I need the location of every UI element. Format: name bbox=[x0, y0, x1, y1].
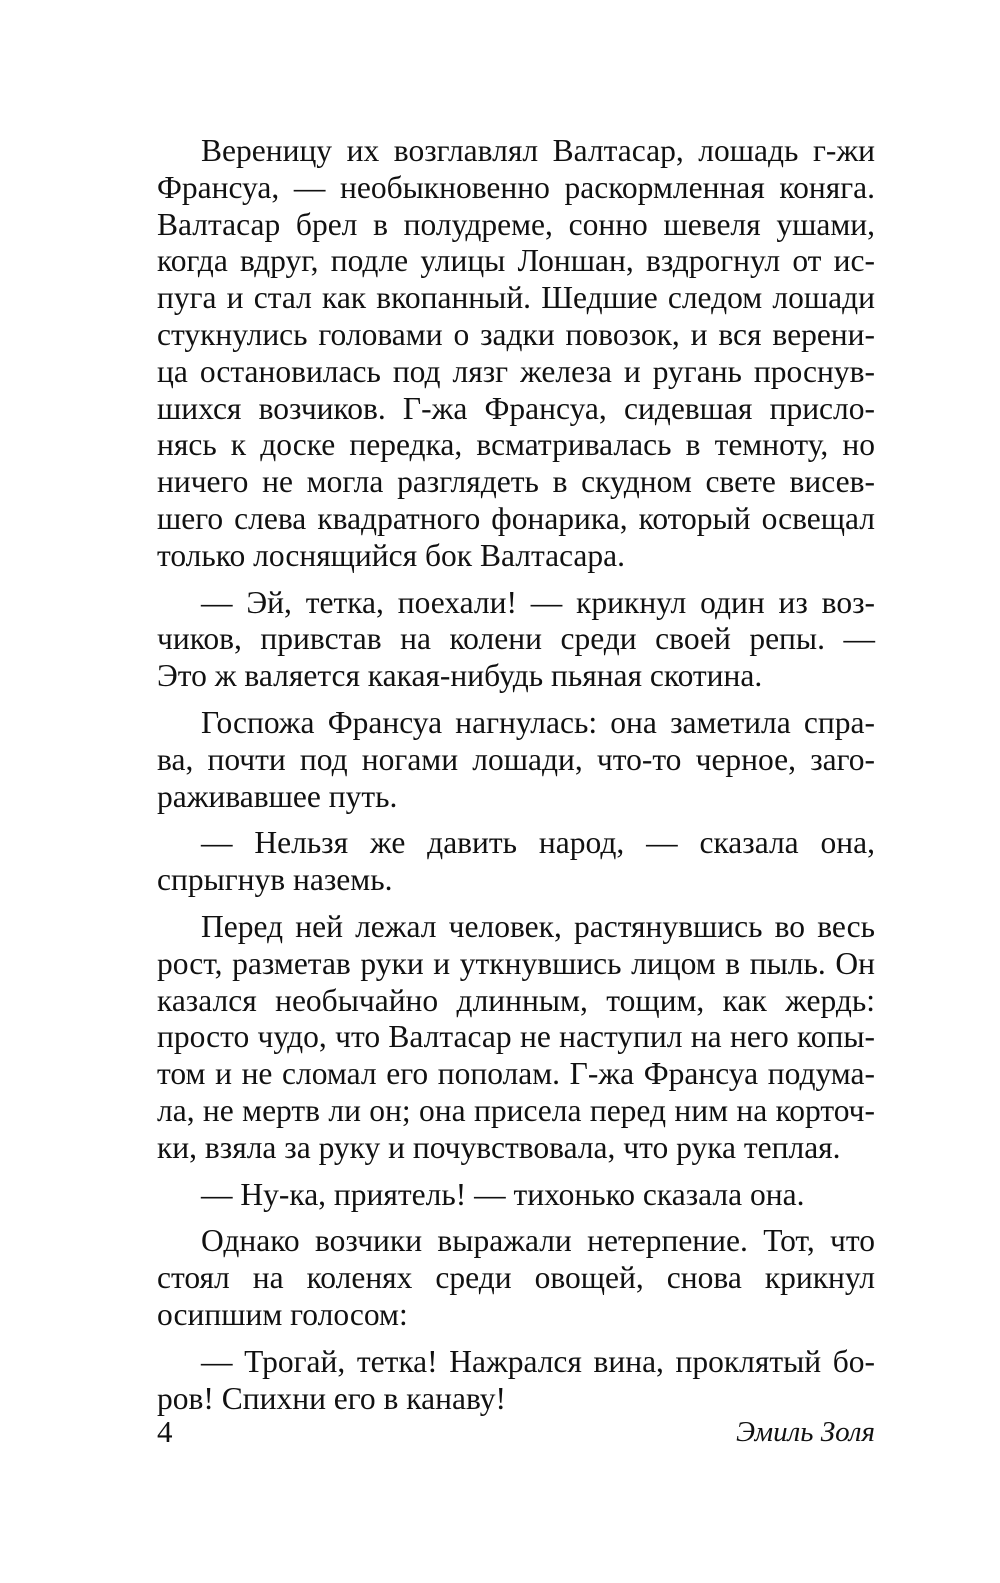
text-line: чиков, привстав на колени среди своей репы. — bbox=[157, 621, 875, 657]
paragraph-gap bbox=[157, 1167, 875, 1177]
text-line: шихся возчиков. Г-жа Франсуа, сидевшая присло- bbox=[157, 390, 875, 426]
text-line: ров! Спихни его в канаву! bbox=[157, 1380, 506, 1416]
text-line: стукнулись головами о задки повозок, и вся верени- bbox=[157, 316, 875, 352]
paragraph bbox=[157, 1344, 875, 1418]
text-line: только лоснящийся бок Валтасара. bbox=[157, 537, 626, 573]
text-line: ва, почти под ногами лошади, что-то черное, заго- bbox=[157, 741, 875, 777]
page-body bbox=[157, 133, 875, 1417]
text-line: когда вдруг, подле улицы Лоншан, вздрогнул от ис- bbox=[157, 243, 875, 279]
paragraph bbox=[157, 585, 875, 695]
paragraph bbox=[157, 133, 875, 575]
text-line: Перед ней лежал человек, растянувшись во весь bbox=[201, 908, 875, 944]
paragraph-gap bbox=[157, 575, 875, 585]
paragraph-gap bbox=[157, 695, 875, 705]
text-line: раживавшее путь. bbox=[157, 778, 398, 814]
text-line: просто чудо, что Валтасар не наступил на него копы- bbox=[157, 1019, 875, 1055]
text-line: Госпожа Франсуа нагнулась: она заметила спра- bbox=[201, 704, 875, 740]
text-line: Это ж валяется какая-нибудь пьяная скотина. bbox=[157, 658, 763, 694]
text-line: нясь к доске передка, всматривалась в темноту, но bbox=[157, 427, 875, 463]
paragraph-gap bbox=[157, 1334, 875, 1344]
paragraph-gap bbox=[157, 899, 875, 909]
text-line: ца остановилась под лязг железа и ругань проснув- bbox=[157, 353, 875, 389]
text-line: ки, взяла за руку и почувствовала, что рука теплая. bbox=[157, 1129, 841, 1165]
paragraph-gap bbox=[157, 1213, 875, 1223]
paragraph bbox=[157, 1177, 875, 1214]
text-line: ничего не могла разглядеть в скудном свете висев- bbox=[157, 464, 875, 500]
running-title: Эмиль Золя bbox=[736, 1416, 875, 1448]
page-number: 4 bbox=[157, 1414, 173, 1449]
paragraph bbox=[157, 909, 875, 1167]
text-line: — Ну-ка, приятель! — тихонько сказала она. bbox=[201, 1176, 805, 1212]
text-line: рост, разметав руки и уткнувшись лицом в пыль. Он bbox=[157, 945, 875, 981]
text-line: ла, не мертв ли он; она присела перед ним на корточ- bbox=[157, 1092, 875, 1128]
page-footer bbox=[157, 1410, 875, 1454]
paragraph bbox=[157, 825, 875, 899]
paragraph-gap bbox=[157, 815, 875, 825]
text-line: — Трогай, тетка! Нажрался вина, проклятый бо- bbox=[201, 1343, 875, 1379]
text-line: Валтасар брел в полудреме, сонно шевеля ушами, bbox=[157, 206, 875, 242]
text-line: том и не сломал его пополам. Г-жа Франсуа подума- bbox=[157, 1056, 875, 1092]
paragraph bbox=[157, 1223, 875, 1333]
text-line: шего слева квадратного фонарика, который освещал bbox=[157, 500, 875, 536]
text-line: пуга и стал как вкопанный. Шедшие следом лошади bbox=[157, 280, 875, 316]
paragraph bbox=[157, 705, 875, 815]
text-line: Вереницу их возглавлял Валтасар, лошадь г-жи bbox=[201, 133, 875, 168]
text-line: — Нельзя же давить народ, — сказала она, bbox=[201, 825, 875, 861]
text-line: казался необычайно длинным, тощим, как жердь: bbox=[157, 982, 875, 1018]
text-line: Франсуа, — необыкновенно раскормленная коняга. bbox=[157, 169, 875, 205]
text-line: Однако возчики выражали нетерпение. Тот, что bbox=[201, 1223, 875, 1259]
text-line: — Эй, тетка, поехали! — крикнул один из воз- bbox=[201, 584, 875, 620]
text-line: стоял на коленях среди овощей, снова крикнул bbox=[157, 1260, 875, 1296]
text-line: спрыгнув наземь. bbox=[157, 862, 393, 898]
text-line: осипшим голосом: bbox=[157, 1296, 408, 1332]
